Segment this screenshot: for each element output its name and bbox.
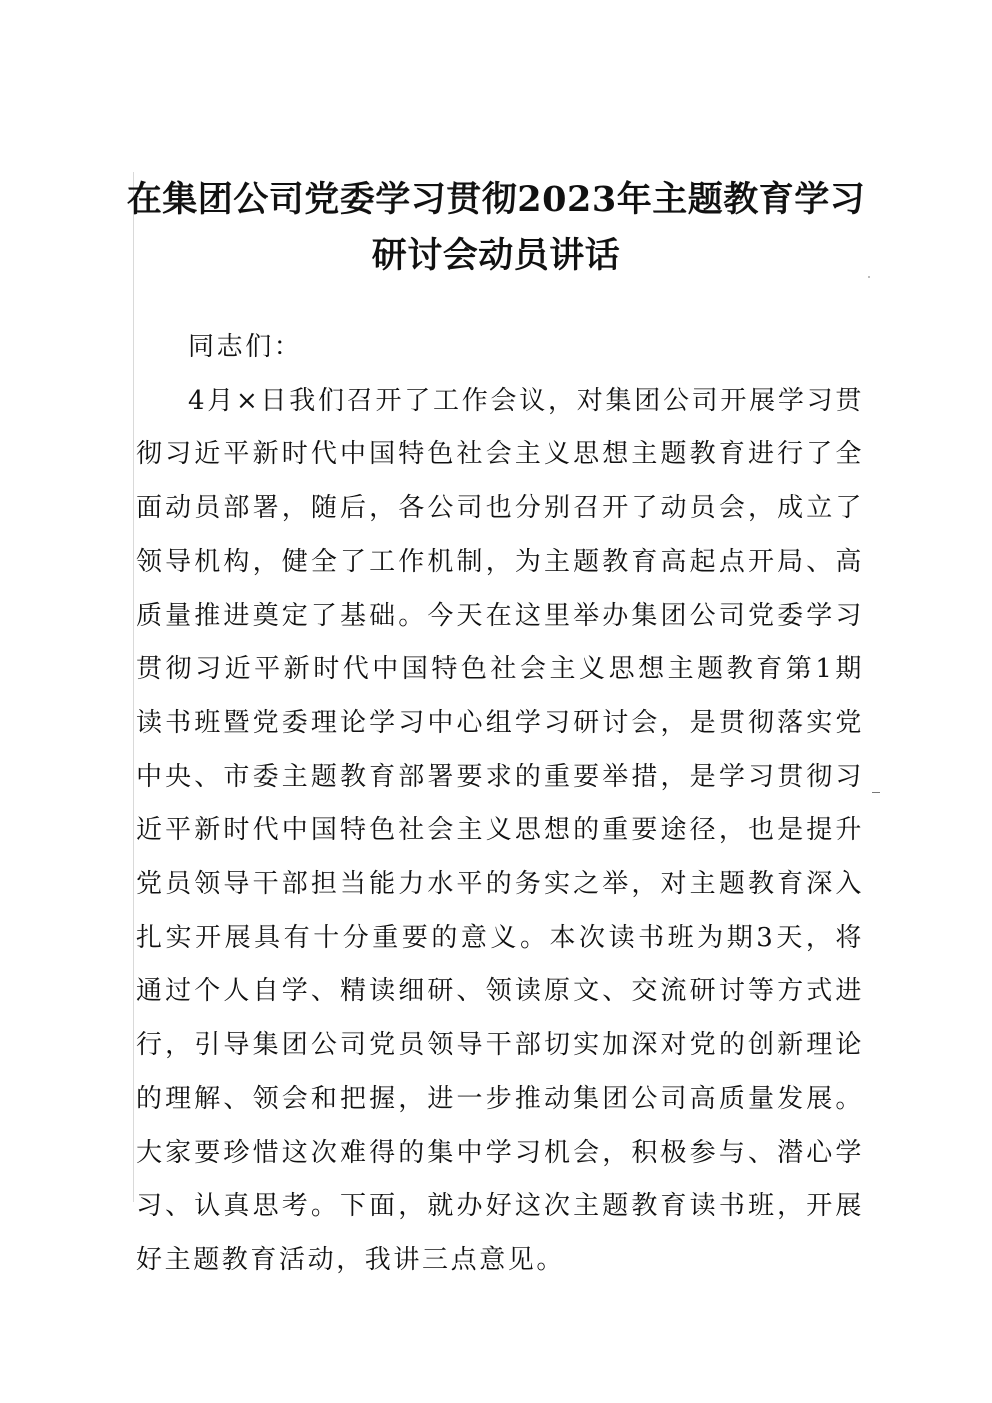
body-paragraph: 4月×日我们召开了工作会议，对集团公司开展学习贯彻习近平新时代中国特色社会主义思想主题教育进行了全面动员部署，随后，各公司也分别召开了动员会，成立了领导机构，健全了工作机制，为主题教育高起点开局、高质量推进奠定了基础。今天在这里举办集团公司党委学习贯彻习近平新时代中国特色社会主义思想主题教育第1期读书班暨党委理论学习中心组学习研讨会，是贯彻落实党中央、市委主题教育部署要求的重要举措，是学习贯彻习近平新时代中国特色社会主义思想的重要途径，也是提升党员领导干部担当能力水平的务实之举，对主题教育深入扎实开展具有十分重要的意义。本次读书班为期3天，将通过个人自学、精读细研、领读原文、交流研讨等方式进行，引导集团公司党员领导干部切实加深对党的创新理论的理解、领会和把握，进一步推动集团公司高质量发展。大家要珍惜这次难得的集中学习机会，积极参与、潜心学习、认真思考。下面，就办好这次主题教育读书班，开展好主题教育活动，我讲三点意见。 xyxy=(136,385,864,1275)
document-title: 在集团公司党委学习贯彻2023年主题教育学习研讨会动员讲话 xyxy=(126,179,866,276)
left-margin-line xyxy=(133,172,134,1202)
right-margin-mark xyxy=(872,792,880,793)
salutation: 同志们： xyxy=(188,332,303,362)
document-body xyxy=(136,321,864,1288)
